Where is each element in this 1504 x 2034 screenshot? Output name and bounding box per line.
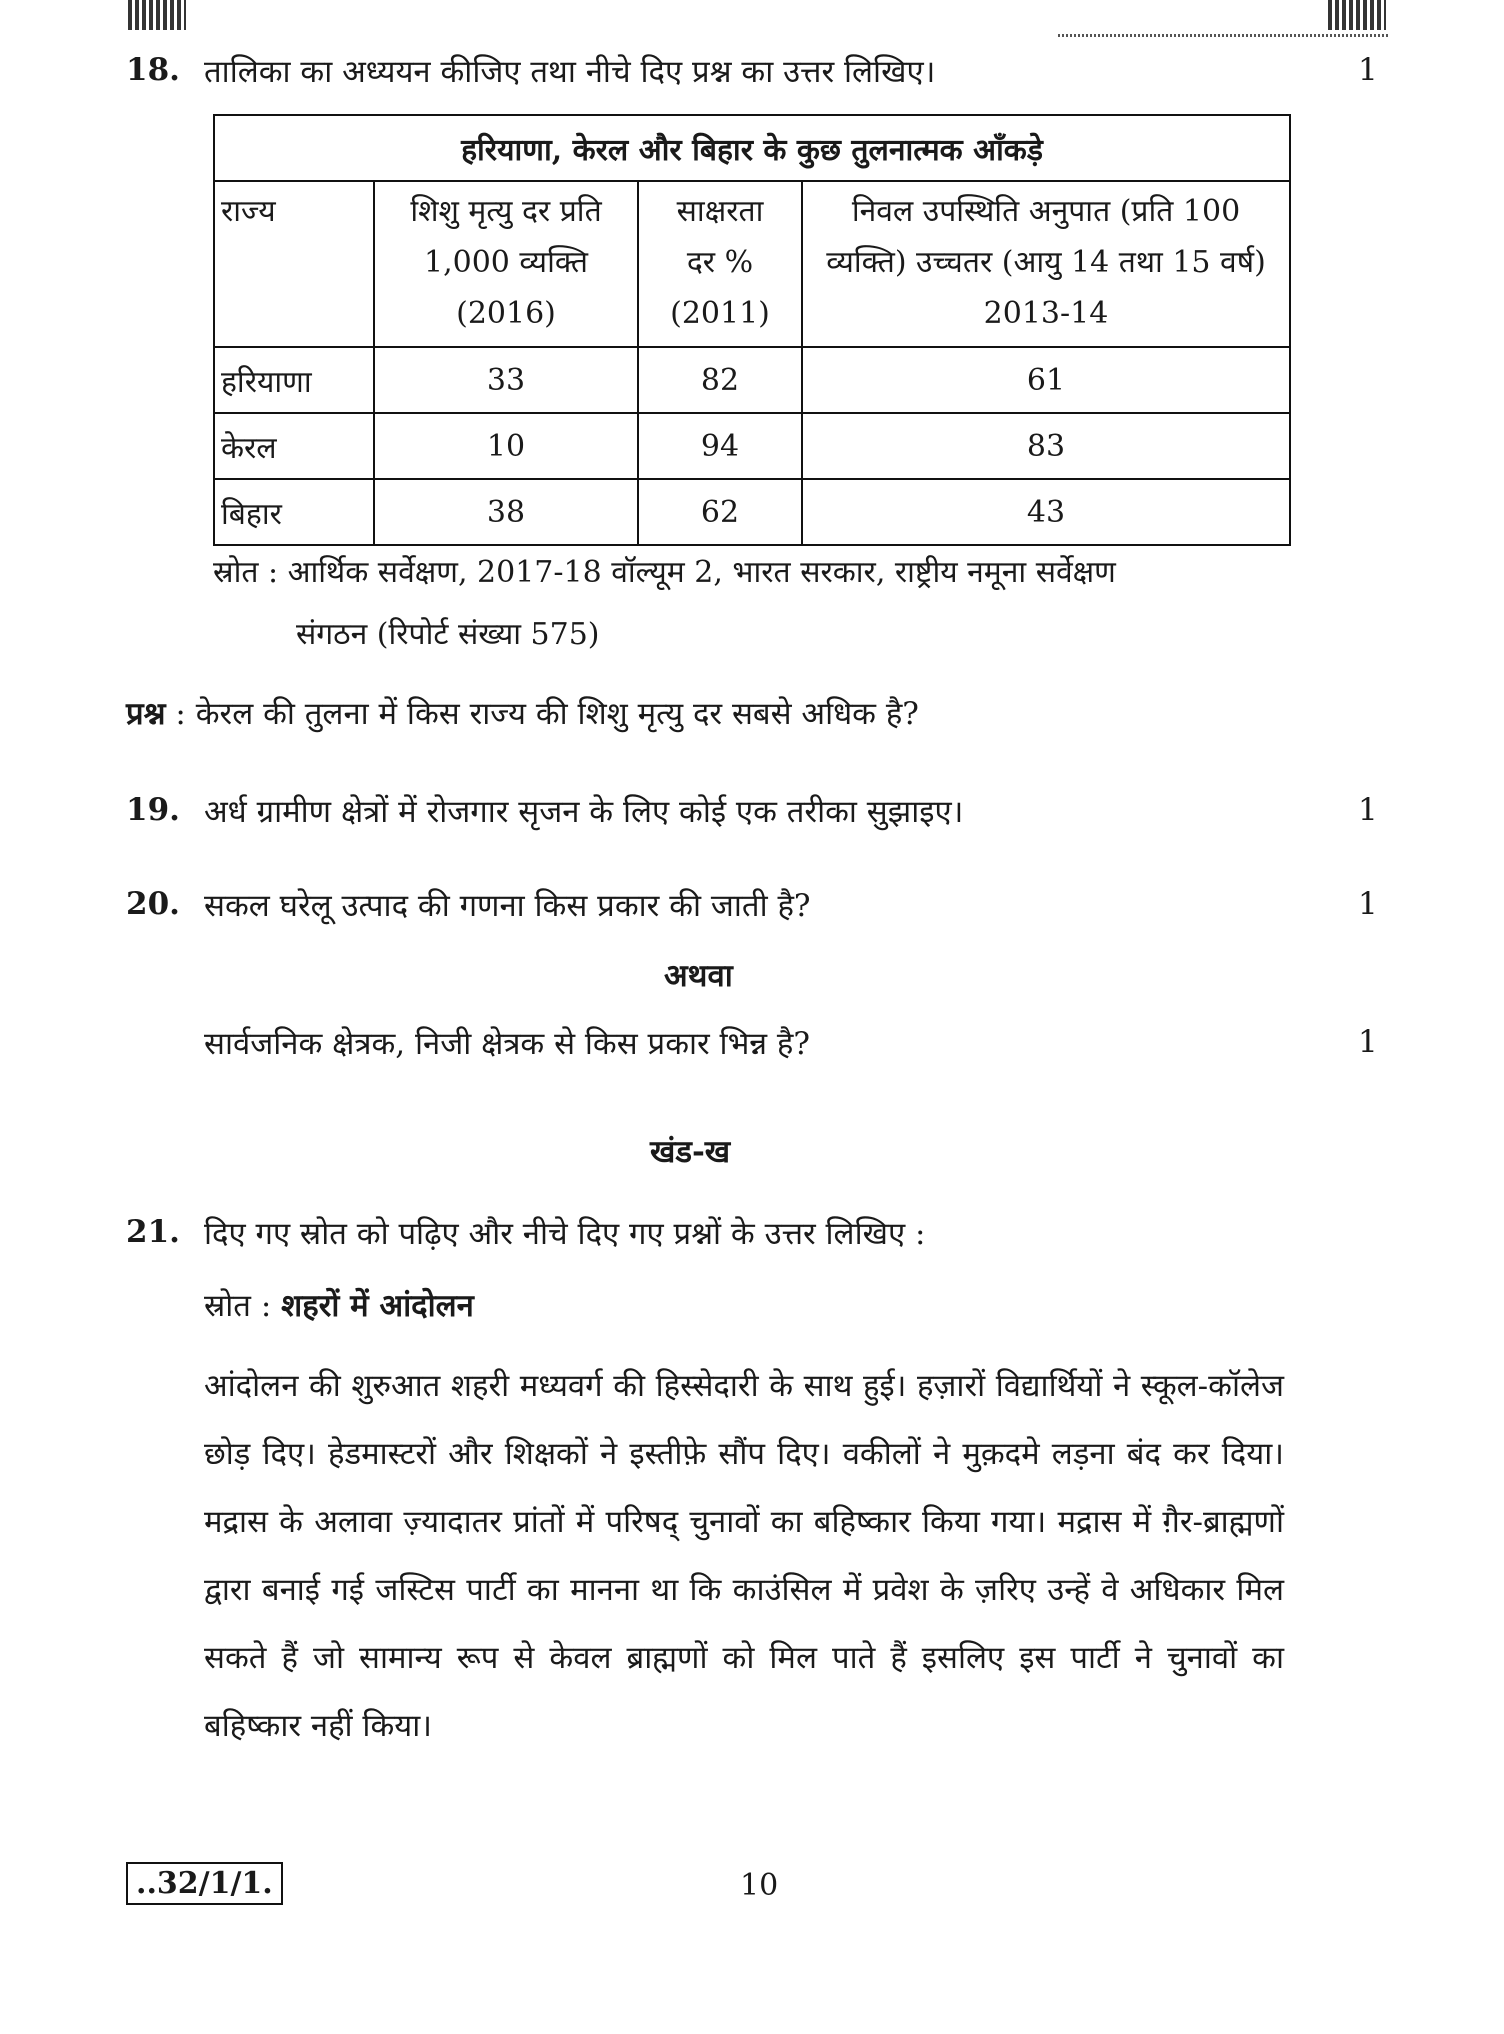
source-line-1: स्रोत : आर्थिक सर्वेक्षण, 2017-18 वॉल्यूम 2, भारत सरकार, राष्ट्रीय नमूना सर्वेक्षण bbox=[213, 555, 1116, 590]
table-caption: हरियाणा, केरल और बिहार के कुछ तुलनात्मक आँकड़े bbox=[214, 115, 1290, 181]
table-cell-attendance: 83 bbox=[802, 413, 1290, 479]
table-cell-imr: 33 bbox=[374, 347, 638, 413]
header-literacy-line1: साक्षरता bbox=[676, 194, 764, 229]
q18-number: 18. bbox=[126, 52, 180, 88]
table-header-imr bbox=[374, 181, 638, 347]
header-imr-line3: (2016) bbox=[456, 296, 556, 331]
header-literacy-line3: (2011) bbox=[670, 296, 770, 331]
table-header-literacy bbox=[638, 181, 802, 347]
q20-text: सकल घरेलू उत्पाद की गणना किस प्रकार की जाती है? bbox=[204, 888, 811, 924]
table-row bbox=[214, 347, 1290, 413]
header-imr-line1: शिशु मृत्यु दर प्रति bbox=[410, 194, 602, 229]
q21-number: 21. bbox=[126, 1214, 180, 1250]
table-header-state bbox=[214, 181, 374, 347]
table-cell-state: बिहार bbox=[214, 479, 374, 545]
q20-alt-text: सार्वजनिक क्षेत्रक, निजी क्षेत्रक से किस प्रकार भिन्न है? bbox=[204, 1026, 810, 1062]
comparison-table bbox=[213, 114, 1291, 546]
header-attendance-line1: निवल उपस्थिति अनुपात (प्रति 100 bbox=[851, 194, 1241, 229]
header-state-line: राज्य bbox=[221, 194, 276, 229]
paper-code: ..32/1/1. bbox=[126, 1862, 283, 1905]
table-cell-literacy: 94 bbox=[638, 413, 802, 479]
header-imr-line2: 1,000 व्यक्ति bbox=[423, 245, 589, 280]
q21-text: दिए गए स्रोत को पढ़िए और नीचे दिए गए प्रश्नों के उत्तर लिखिए : bbox=[204, 1216, 926, 1252]
source-line-2: संगठन (रिपोर्ट संख्या 575) bbox=[296, 617, 600, 652]
header-literacy-line2: दर % bbox=[686, 245, 754, 280]
qr-code-left bbox=[128, 0, 186, 30]
q18-question bbox=[126, 692, 919, 734]
table-cell-imr: 38 bbox=[374, 479, 638, 545]
q19-marks: 1 bbox=[1358, 792, 1378, 828]
table-cell-attendance: 61 bbox=[802, 347, 1290, 413]
table-cell-literacy: 62 bbox=[638, 479, 802, 545]
qr-code-right bbox=[1328, 0, 1386, 30]
q20-number: 20. bbox=[126, 886, 180, 922]
section-heading: खंड-ख bbox=[650, 1134, 731, 1170]
q18-marks: 1 bbox=[1358, 52, 1378, 88]
question-label: प्रश्न bbox=[126, 696, 166, 732]
table-row bbox=[214, 479, 1290, 545]
q21-source-heading bbox=[204, 1284, 474, 1326]
table-cell-state: केरल bbox=[214, 413, 374, 479]
source-prefix: स्रोत : bbox=[204, 1288, 282, 1324]
page-number: 10 bbox=[740, 1868, 779, 1903]
q18-text: तालिका का अध्ययन कीजिए तथा नीचे दिए प्रश्न का उत्तर लिखिए। bbox=[204, 54, 936, 90]
table-header-attendance bbox=[802, 181, 1290, 347]
q19-text: अर्ध ग्रामीण क्षेत्रों में रोजगार सृजन के लिए कोई एक तरीका सुझाइए। bbox=[204, 794, 964, 830]
table-row bbox=[214, 413, 1290, 479]
header-attendance-line2: व्यक्ति) उच्चतर (आयु 14 तथा 15 वर्ष) bbox=[826, 245, 1266, 280]
header-attendance-line3: 2013-14 bbox=[983, 296, 1109, 331]
table-cell-attendance: 43 bbox=[802, 479, 1290, 545]
question-text: : केरल की तुलना में किस राज्य की शिशु मृत्यु दर सबसे अधिक है? bbox=[165, 696, 919, 732]
table-cell-literacy: 82 bbox=[638, 347, 802, 413]
q20-alt-marks: 1 bbox=[1358, 1024, 1378, 1060]
table-cell-imr: 10 bbox=[374, 413, 638, 479]
source-title: शहरों में आंदोलन bbox=[281, 1288, 474, 1324]
source-paragraph: आंदोलन की शुरुआत शहरी मध्यवर्ग की हिस्सेदारी के साथ हुई। हज़ारों विद्यार्थियों ने स्कूल-कॉलेज छोड़ दिए। हेडमास्टरों और शिक्षकों ने इस्तीफ़े सौंप दिए। वकीलों ने मुक़दमे लड़ना बंद कर दिया। मद्रास के अलावा ज़्यादातर प्रांतों में परिषद् चुनावों का बहिष्कार किया गया। मद्रास में ग़ैर-ब्राह्मणों द्वारा बनाई गई जस्टिस पार्टी का मानना था कि काउंसिल में प्रवेश के ज़रिए उन्हें वे अधिकार मिल सकते हैं जो सामान्य रूप से केवल ब्राह्मणों को मिल पाते हैं इसलिए इस पार्टी ने चुनावों का बहिष्कार नहीं किया। bbox=[204, 1368, 1284, 1744]
q20-marks: 1 bbox=[1358, 886, 1378, 922]
microtext-line bbox=[1058, 34, 1388, 37]
q19-number: 19. bbox=[126, 792, 180, 828]
table-cell-state: हरियाणा bbox=[214, 347, 374, 413]
or-label: अथवा bbox=[664, 958, 733, 994]
